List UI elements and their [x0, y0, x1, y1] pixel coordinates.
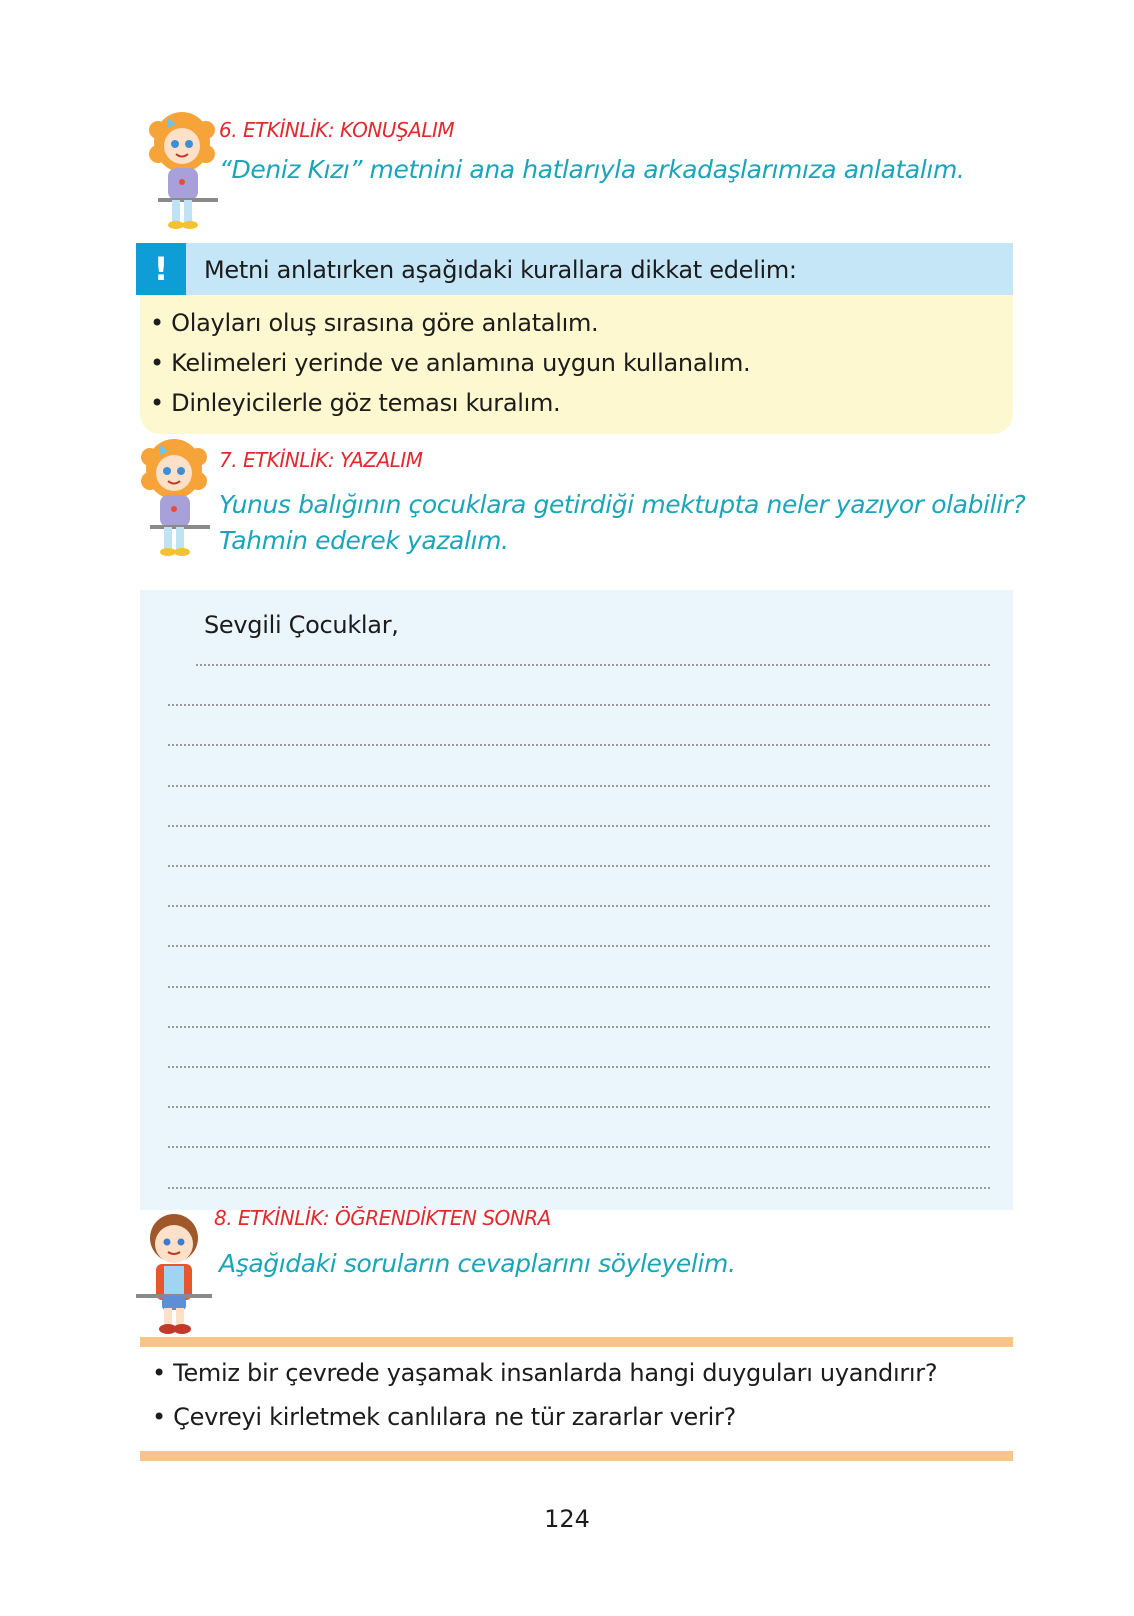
writing-line[interactable]: [168, 905, 990, 907]
writing-line[interactable]: [168, 704, 990, 706]
warning-title: Metni anlatırken aşağıdaki kurallara dikkat edelim:: [204, 256, 797, 284]
writing-line[interactable]: [168, 865, 990, 867]
rule-item: • Dinleyicilerle göz teması kuralım.: [150, 389, 561, 417]
boy-character-icon: [136, 1208, 216, 1338]
exclamation-icon: !: [136, 243, 186, 295]
divider-bottom: [140, 1451, 1013, 1461]
question-item: • Çevreyi kirletmek canlılara ne tür zararlar verir?: [152, 1403, 736, 1431]
writing-line[interactable]: [168, 986, 990, 988]
activity-8-text: Aşağıdaki soruların cevaplarını söyleyelim.: [219, 1249, 736, 1278]
writing-line[interactable]: [168, 1146, 990, 1148]
writing-line[interactable]: [168, 945, 990, 947]
rule-item: • Kelimeleri yerinde ve anlamına uygun kullanalım.: [150, 349, 751, 377]
activity-7-title: 7. ETKİNLİK: YAZALIM: [219, 448, 423, 472]
writing-line[interactable]: [168, 744, 990, 746]
writing-line[interactable]: [168, 1106, 990, 1108]
divider-top: [140, 1337, 1013, 1347]
writing-line[interactable]: [168, 1066, 990, 1068]
activity-8-title: 8. ETKİNLİK: ÖĞRENDİKTEN SONRA: [214, 1206, 551, 1230]
page-number: 124: [544, 1505, 590, 1533]
activity-7-text-line1: Yunus balığının çocuklara getirdiği mektupta neler yazıyor olabilir?: [219, 490, 1026, 519]
letter-greeting: Sevgili Çocuklar,: [204, 611, 399, 639]
activity-6-title: 6. ETKİNLİK: KONUŞALIM: [219, 118, 455, 142]
writing-line[interactable]: [168, 785, 990, 787]
girl-character-icon: [140, 435, 212, 560]
activity-7-text-line2: Tahmin ederek yazalım.: [219, 526, 509, 555]
question-item: • Temiz bir çevrede yaşamak insanlarda hangi duyguları uyandırır?: [152, 1359, 938, 1387]
writing-line[interactable]: [168, 825, 990, 827]
letter-writing-area: [140, 590, 1013, 1210]
writing-line[interactable]: [168, 1187, 990, 1189]
writing-line[interactable]: [196, 664, 990, 666]
activity-6-text: “Deniz Kızı” metnini ana hatlarıyla arkadaşlarımıza anlatalım.: [219, 155, 965, 184]
girl-character-icon: [148, 108, 220, 233]
writing-line[interactable]: [168, 1026, 990, 1028]
rule-item: • Olayları oluş sırasına göre anlatalım.: [150, 309, 599, 337]
